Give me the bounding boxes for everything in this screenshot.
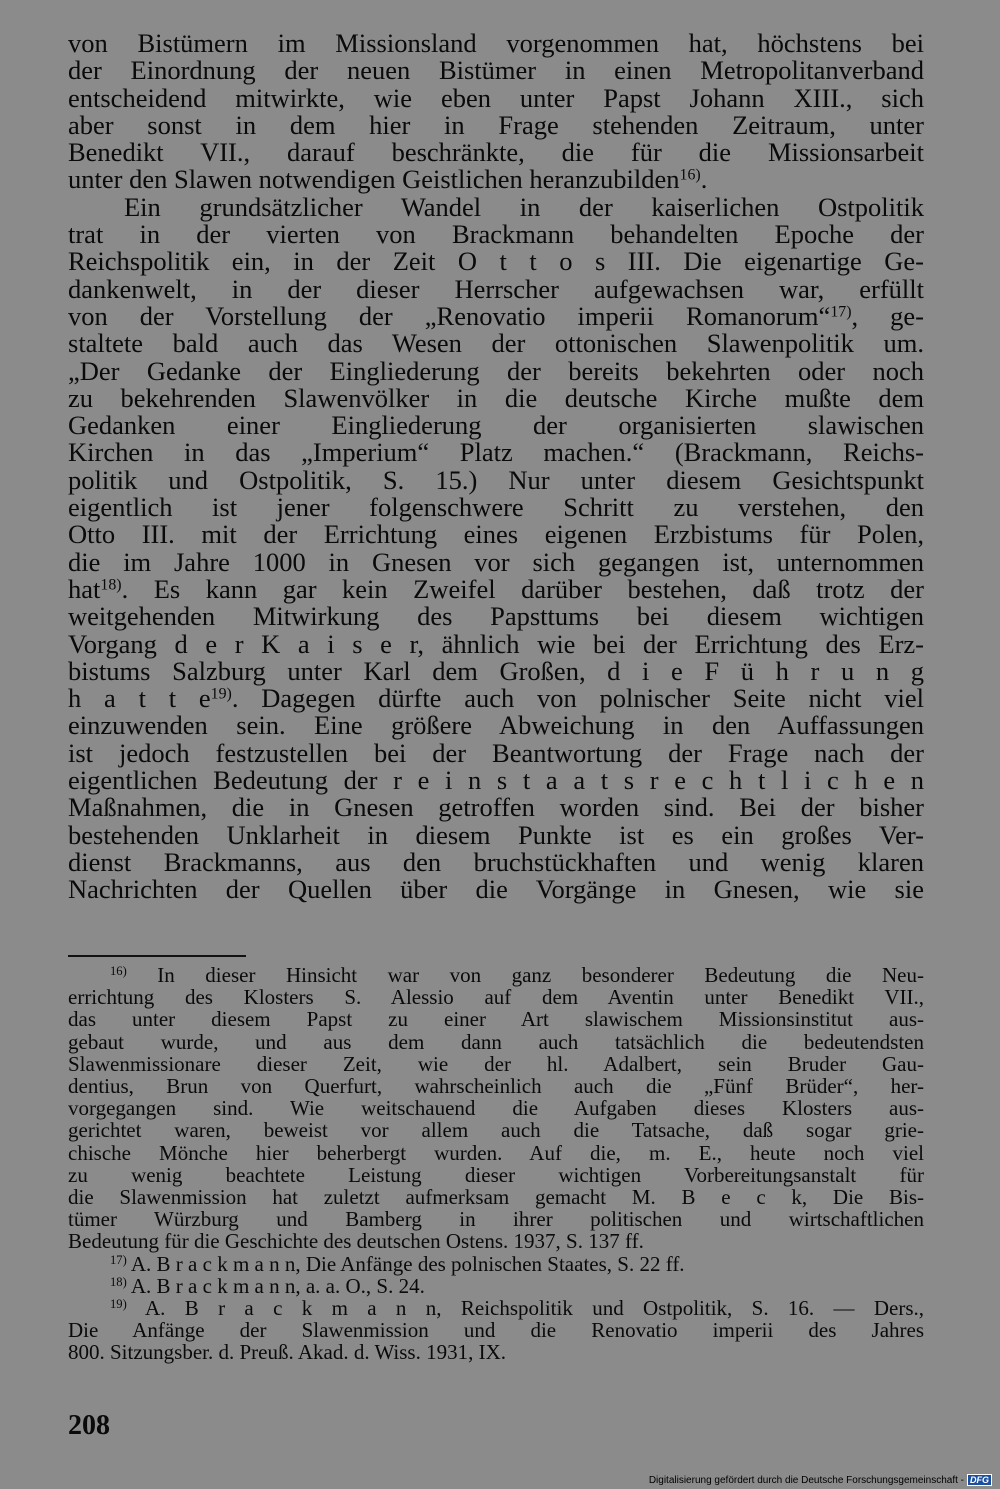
text-run: der Einordnung der neuen Bistümer in einen Metropolitanverband xyxy=(68,55,924,86)
body-text-line xyxy=(68,412,924,439)
text-run: eigentlich ist jener folgenschwere Schritt zu verstehen, den xyxy=(68,492,924,523)
body-text-line xyxy=(68,248,924,275)
text-run: bistums Salzburg unter Karl dem Großen, d i e F ü h r u n g xyxy=(68,655,924,686)
body-text-line xyxy=(68,794,924,821)
body-text-line xyxy=(68,546,924,577)
body-text-line xyxy=(68,876,924,903)
text-run: . xyxy=(700,164,708,195)
text-run: . Dagegen dürfte auch von polnischer Seite nicht viel xyxy=(231,683,924,714)
footnote-line xyxy=(68,1097,924,1119)
footnote-line xyxy=(68,1230,924,1252)
text-run: 800. Sitzungsber. d. Preuß. Akad. d. Wiss. 1931, IX. xyxy=(68,1340,507,1365)
text-run: trat in der vierten von Brackmann behandelten Epoche der xyxy=(68,219,924,250)
text-run: Die Anfänge der Slawenmission und die Renovatio imperii des Jahres xyxy=(68,1318,924,1343)
text-run: zu bekehrenden Slawenvölker in die deutsche Kirche mußte dem xyxy=(68,382,924,413)
body-text-line xyxy=(68,330,924,357)
footnote-marker: 16) xyxy=(110,964,127,979)
footnote-line xyxy=(68,1142,924,1164)
footnote-separator-rule xyxy=(68,955,246,957)
footnote-line xyxy=(68,1253,924,1275)
text-run: gebaut wurde, und aus dem dann auch tatsächlich die bedeutendsten xyxy=(68,1029,924,1054)
body-text-line xyxy=(68,82,924,113)
body-text-line xyxy=(68,685,924,712)
body-text-line xyxy=(68,603,924,630)
footnote-marker: 16) xyxy=(679,166,701,184)
body-text-line xyxy=(68,494,924,521)
text-run: ist jedoch festzustellen bei der Beantwortung der Frage nach der xyxy=(68,737,924,768)
text-run: hat xyxy=(68,573,101,604)
body-text-line xyxy=(68,300,924,331)
text-run: In dieser Hinsicht war von ganz besonderer Bedeutung die Neu- xyxy=(126,963,924,987)
body-text-line xyxy=(68,221,924,248)
footnote-line xyxy=(68,1319,924,1341)
footnote-line xyxy=(68,1119,924,1141)
text-run: zu wenig beachtete Leistung dieser wichtigen Vorbereitungsanstalt für xyxy=(68,1162,924,1187)
body-text-line xyxy=(68,30,924,57)
text-run: Otto III. mit der Errichtung eines eigenen Erzbistums für Polen, xyxy=(68,519,924,550)
body-text-line xyxy=(68,628,924,659)
text-run: vorgegangen sind. Wie weitschauend die Aufgaben dieses Klosters aus- xyxy=(68,1096,924,1121)
body-text-line xyxy=(68,655,924,686)
footnote-line xyxy=(68,1008,924,1030)
footnote-line xyxy=(68,1031,924,1053)
footnote-marker: 19) xyxy=(210,685,232,703)
body-text-line xyxy=(68,712,924,739)
footnote-line xyxy=(68,1297,924,1319)
body-text-line xyxy=(68,439,924,466)
digitization-credit xyxy=(649,1474,992,1486)
text-run: dentius, Brun von Querfurt, wahrscheinlich auch die „Fünf Brüder“, her- xyxy=(68,1074,924,1099)
text-run: . Es kann gar kein Zweifel darüber bestehen, daß trotz der xyxy=(121,573,924,604)
footnote-line xyxy=(68,986,924,1008)
text-run: Gedanken einer Eingliederung der organisierten slawischen xyxy=(68,410,924,441)
footnote-marker: 19) xyxy=(110,1297,127,1312)
body-text-line xyxy=(68,273,924,304)
text-run: das unter diesem Papst zu einer Art slawischem Missionsinstitut aus- xyxy=(68,1007,924,1032)
text-run: bestehenden Unklarheit in diesem Punkte ist es ein großes Ver- xyxy=(68,819,924,850)
footnote-marker: 17) xyxy=(110,1252,127,1267)
text-run: weitgehenden Mitwirkung des Papsttums bei diesem wichtigen xyxy=(68,601,924,632)
body-text-line xyxy=(68,109,924,140)
text-run: staltete bald auch das Wesen der ottonischen Slawenpolitik um. xyxy=(68,328,924,359)
text-run: von Bistümern im Missionsland vorgenommen hat, höchstens bei xyxy=(68,28,924,58)
body-text-line xyxy=(68,355,924,386)
text-run: „Der Gedanke der Eingliederung der bereits bekehrten oder noch xyxy=(68,355,924,386)
text-run: gerichtet waren, beweist vor allem auch die Tatsache, daß sogar grie- xyxy=(68,1118,924,1143)
credit-text: Digitalisierung gefördert durch die Deutsche Forschungsgemeinschaft - xyxy=(648,1474,964,1486)
footnote-line xyxy=(68,1341,924,1363)
footnote-line xyxy=(68,1075,924,1097)
text-run: einzuwenden sein. Eine größere Abweichung in den Auffassungen xyxy=(68,710,924,741)
text-run: Maßnahmen, die in Gnesen getroffen worden sind. Bei der bisher xyxy=(68,792,924,823)
text-run: Vorgang d e r K a i s e r, ähnlich wie bei der Errichtung des Erz- xyxy=(68,628,924,659)
text-run: errichtung des Klosters S. Alessio auf dem Aventin unter Benedikt VII., xyxy=(68,985,924,1010)
body-text-line xyxy=(68,191,924,222)
footnote-marker: 18) xyxy=(100,576,122,594)
text-run: chische Mönche hier beherbergt wurden. Auf die, m. E., heute noch viel xyxy=(68,1140,924,1165)
footnote-marker: 17) xyxy=(830,303,852,321)
main-text-body xyxy=(68,30,924,904)
text-run: Slawenmissionare dieser Zeit, wie der hl. Adalbert, sein Bruder Gau- xyxy=(68,1051,924,1076)
text-run: Nachrichten der Quellen über die Vorgänge in Gnesen, wie sie xyxy=(68,874,924,905)
body-text-line xyxy=(68,737,924,768)
dfg-logo: DFG xyxy=(967,1474,992,1486)
body-text-line xyxy=(68,166,924,193)
text-run: von der Vorstellung der „Renovatio imperii Romanorum“ xyxy=(68,300,831,331)
text-run: Bedeutung für die Geschichte des deutschen Ostens. 1937, S. 137 ff. xyxy=(68,1229,644,1254)
text-run: Ein grundsätzlicher Wandel in der kaiserlichen Ostpolitik xyxy=(124,191,924,222)
footnote-line xyxy=(68,1208,924,1230)
text-run: unter den Slawen notwendigen Geistlichen heranzubilden xyxy=(68,164,680,195)
text-run: A. B r a c k m a n n, Die Anfänge des polnischen Staates, S. 22 ff. xyxy=(126,1251,685,1276)
text-run: , ge- xyxy=(851,300,924,331)
text-run: entscheidend mitwirkte, wie eben unter Papst Johann XIII., sich xyxy=(68,82,924,113)
footnote-line xyxy=(68,964,924,986)
text-run: h a t t e xyxy=(68,683,211,714)
text-run: Reichspolitik ein, in der Zeit O t t o s III. Die eigenartige Ge- xyxy=(68,246,924,277)
footnote-marker: 18) xyxy=(110,1274,127,1289)
text-run: die Slawenmission hat zuletzt aufmerksam gemacht M. B e c k, Die Bis- xyxy=(68,1185,924,1210)
text-run: dienst Brackmanns, aus den bruchstückhaften und wenig klaren xyxy=(68,846,924,877)
text-run: aber sonst in dem hier in Frage stehenden Zeitraum, unter xyxy=(68,109,924,140)
text-run: eigentlichen Bedeutung der r e i n s t a a t s r e c h t l i c h e n xyxy=(68,765,924,796)
body-text-line xyxy=(68,382,924,413)
body-text-line xyxy=(68,819,924,850)
footnote-line xyxy=(68,1053,924,1075)
text-run: A. B r a c k m a n n, a. a. O., S. 24. xyxy=(126,1273,425,1298)
footnote-line xyxy=(68,1164,924,1186)
footnote-line xyxy=(68,1275,924,1297)
footnotes-block xyxy=(68,964,924,1364)
text-run: tümer Würzburg und Bamberg in ihrer politischen und wirtschaftlichen xyxy=(68,1207,924,1232)
body-text-line xyxy=(68,573,924,604)
body-text-line xyxy=(68,464,924,495)
body-text-line xyxy=(68,846,924,877)
page-number: 208 xyxy=(68,1410,110,1441)
body-text-line xyxy=(68,767,924,794)
body-text-line xyxy=(68,139,924,166)
text-run: politik und Ostpolitik, S. 15.) Nur unter diesem Gesichtspunkt xyxy=(68,464,924,495)
footnote-line xyxy=(68,1186,924,1208)
text-run: Kirchen in das „Imperium“ Platz machen.“ (Brackmann, Reichs- xyxy=(68,437,924,468)
text-run: Benedikt VII., darauf beschränkte, die für die Missionsarbeit xyxy=(68,137,924,168)
body-text-line xyxy=(68,57,924,84)
body-text-line xyxy=(68,521,924,548)
text-run: A. B r a c k m a n n, Reichspolitik und Ostpolitik, S. 16. — Ders., xyxy=(126,1296,924,1321)
text-run: dankenwelt, in der dieser Herrscher aufgewachsen war, erfüllt xyxy=(68,273,924,304)
text-run: die im Jahre 1000 in Gnesen vor sich gegangen ist, unternommen xyxy=(68,546,924,577)
